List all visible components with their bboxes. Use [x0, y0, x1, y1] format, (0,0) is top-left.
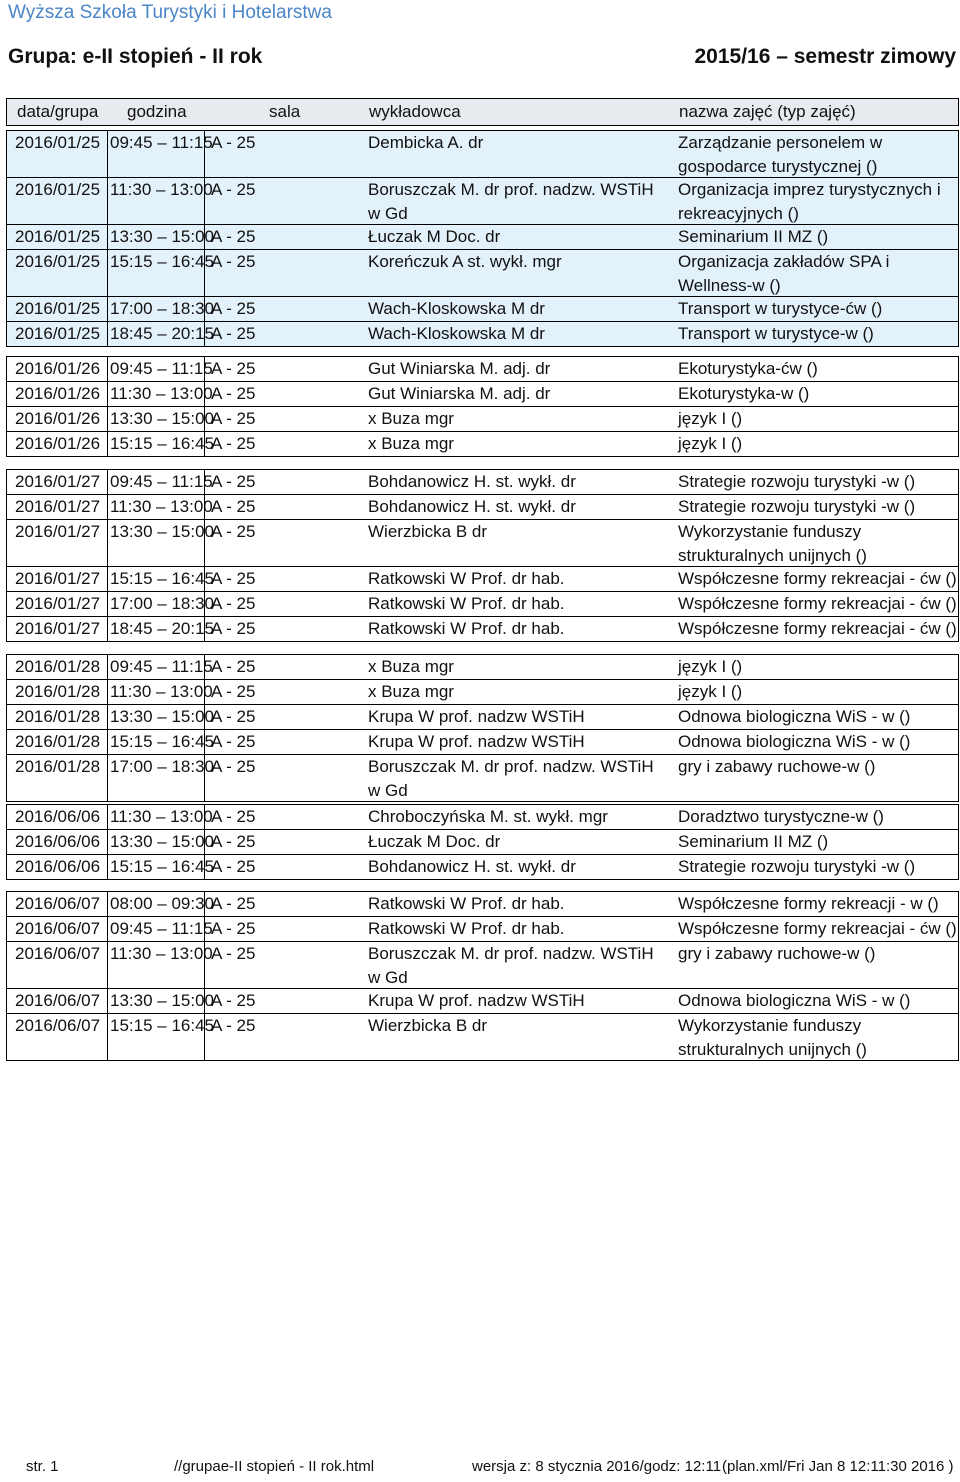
cell-room: A - 25: [204, 520, 255, 566]
cell-time: 15:15 – 16:45: [107, 1014, 214, 1060]
table-row: [7, 617, 958, 641]
cell-time: 11:30 – 13:00: [107, 942, 213, 988]
cell-date: 2016/01/27: [15, 497, 101, 516]
cell-date: 2016/01/25: [15, 252, 101, 271]
cell-teacher: Koreńczuk A st. wykł. mgr: [368, 252, 562, 271]
cell-room: A - 25: [204, 178, 255, 224]
cell-time: 18:45 – 20:15: [107, 617, 214, 641]
cell-subject: Strategie rozwoju turystyki -w (): [678, 857, 916, 876]
cell-date: 2016/06/06: [15, 807, 101, 826]
semester-label: 2015/16 – semestr zimowy: [694, 45, 956, 68]
group-heading: Grupa: e-II stopień - II rok: [8, 45, 263, 68]
table-row: [7, 131, 958, 178]
cell-date: 2016/06/07: [15, 919, 101, 938]
day-group: [6, 654, 959, 802]
day-group: [6, 804, 959, 880]
cell-teacher: Gut Winiarska M. adj. dr: [368, 359, 551, 378]
day-group: [6, 356, 959, 457]
cell-date: 2016/06/07: [15, 991, 101, 1010]
footer-version: wersja z: 8 stycznia 2016/godz: 12:11: [472, 1458, 722, 1475]
cell-room: A - 25: [204, 382, 255, 406]
table-row: [7, 357, 958, 382]
cell-teacher: Wach-Kloskowska M dr: [368, 324, 545, 343]
cell-subject: Współczesne formy rekreacji - w (): [678, 894, 939, 913]
cell-teacher: Boruszczak M. dr prof. nadzw. WSTiH w Gd: [368, 944, 654, 987]
cell-teacher: Chroboczyńska M. st. wykł. mgr: [368, 807, 608, 826]
cell-teacher: x Buza mgr: [368, 434, 454, 453]
cell-date: 2016/01/27: [15, 619, 101, 638]
cell-date: 2016/01/28: [15, 682, 101, 701]
table-row: [7, 989, 958, 1014]
cell-time: 09:45 – 11:15: [107, 131, 213, 177]
cell-teacher: Boruszczak M. dr prof. nadzw. WSTiH w Gd: [368, 757, 654, 800]
table-row: [7, 250, 958, 297]
cell-time: 11:30 – 13:00: [107, 382, 213, 406]
cell-time: 17:00 – 18:30: [107, 592, 214, 616]
column-date: data/grupa: [17, 102, 99, 121]
cell-room: A - 25: [204, 131, 255, 177]
cell-time: 18:45 – 20:15: [107, 322, 214, 346]
cell-date: 2016/01/28: [15, 757, 101, 776]
cell-time: 11:30 – 13:00: [107, 178, 213, 224]
cell-teacher: Łuczak M Doc. dr: [368, 832, 501, 851]
cell-date: 2016/01/26: [15, 409, 101, 428]
cell-teacher: Bohdanowicz H. st. wykł. dr: [368, 497, 576, 516]
cell-room: A - 25: [204, 730, 255, 754]
column-time: godzina: [127, 102, 187, 121]
cell-date: 2016/06/07: [15, 944, 101, 963]
cell-teacher: x Buza mgr: [368, 657, 454, 676]
cell-teacher: Gut Winiarska M. adj. dr: [368, 384, 551, 403]
cell-subject: Ekoturystyka-w (): [678, 384, 810, 403]
cell-room: A - 25: [204, 755, 255, 801]
cell-room: A - 25: [204, 705, 255, 729]
cell-teacher: Ratkowski W Prof. dr hab.: [368, 919, 565, 938]
cell-time: 15:15 – 16:45: [107, 432, 214, 456]
cell-room: A - 25: [204, 680, 255, 704]
cell-subject: język I (): [678, 434, 743, 453]
table-row: [7, 567, 958, 592]
cell-time: 13:30 – 15:00: [107, 520, 214, 566]
cell-time: 17:00 – 18:30: [107, 755, 214, 801]
cell-date: 2016/01/28: [15, 707, 101, 726]
cell-teacher: Wierzbicka B dr: [368, 1016, 488, 1035]
table-row: [7, 382, 958, 407]
cell-date: 2016/01/26: [15, 359, 101, 378]
cell-time: 09:45 – 11:15: [107, 357, 213, 381]
cell-room: A - 25: [204, 989, 255, 1013]
cell-time: 11:30 – 13:00: [107, 680, 213, 704]
table-row: [7, 942, 958, 989]
footer-source: (plan.xml/Fri Jan 8 12:11:30 2016 ): [722, 1458, 954, 1475]
table-row: [7, 855, 958, 879]
cell-subject: język I (): [678, 409, 743, 428]
cell-subject: Strategie rozwoju turystyki -w (): [678, 472, 916, 491]
table-row: [7, 322, 958, 346]
cell-date: 2016/01/25: [15, 324, 101, 343]
cell-time: 17:00 – 18:30: [107, 297, 214, 321]
cell-room: A - 25: [204, 567, 255, 591]
column-teacher: wykładowca: [369, 102, 461, 121]
cell-subject: gry i zabawy ruchowe-w (): [678, 757, 876, 776]
cell-subject: Współczesne formy rekreacjai - ćw (): [678, 569, 957, 588]
cell-subject: Doradztwo turystyczne-w (): [678, 807, 884, 826]
cell-time: 15:15 – 16:45: [107, 730, 214, 754]
table-row: [7, 830, 958, 855]
cell-teacher: Bohdanowicz H. st. wykł. dr: [368, 472, 576, 491]
day-group: [6, 469, 959, 642]
cell-teacher: Łuczak M Doc. dr: [368, 227, 501, 246]
cell-subject: Współczesne formy rekreacjai - ćw (): [678, 594, 957, 613]
cell-room: A - 25: [204, 805, 255, 829]
cell-teacher: x Buza mgr: [368, 409, 454, 428]
cell-subject: Współczesne formy rekreacjai - ćw (): [678, 919, 957, 938]
cell-room: A - 25: [204, 917, 255, 941]
cell-subject: Odnowa biologiczna WiS - w (): [678, 991, 911, 1010]
cell-date: 2016/01/27: [15, 594, 101, 613]
cell-teacher: Ratkowski W Prof. dr hab.: [368, 894, 565, 913]
cell-teacher: Ratkowski W Prof. dr hab.: [368, 619, 565, 638]
table-row: [7, 680, 958, 705]
cell-date: 2016/01/28: [15, 657, 101, 676]
cell-time: 09:45 – 11:15: [107, 917, 213, 941]
table-row: [7, 705, 958, 730]
cell-date: 2016/01/25: [15, 299, 101, 318]
cell-time: 13:30 – 15:00: [107, 989, 214, 1013]
cell-room: A - 25: [204, 855, 255, 879]
cell-room: A - 25: [204, 250, 255, 296]
table-row: [7, 495, 958, 520]
table-row: [7, 297, 958, 322]
table-row: [7, 892, 958, 917]
cell-subject: Strategie rozwoju turystyki -w (): [678, 497, 916, 516]
cell-time: 13:30 – 15:00: [107, 830, 214, 854]
cell-room: A - 25: [204, 407, 255, 431]
cell-date: 2016/01/26: [15, 434, 101, 453]
cell-teacher: Ratkowski W Prof. dr hab.: [368, 569, 565, 588]
footer-path: //grupae-II stopień - II rok.html: [174, 1458, 375, 1475]
cell-time: 11:30 – 13:00: [107, 495, 213, 519]
cell-room: A - 25: [204, 225, 255, 249]
cell-time: 13:30 – 15:00: [107, 225, 214, 249]
cell-subject: Zarządzanie personelem w gospodarce turystycznej (): [678, 133, 883, 176]
cell-date: 2016/01/27: [15, 472, 101, 491]
cell-date: 2016/06/07: [15, 894, 101, 913]
cell-teacher: Wierzbicka B dr: [368, 522, 488, 541]
cell-teacher: Dembicka A. dr: [368, 133, 484, 152]
cell-room: A - 25: [204, 495, 255, 519]
column-subject: nazwa zajęć (typ zajęć): [679, 102, 856, 121]
cell-subject: gry i zabawy ruchowe-w (): [678, 944, 876, 963]
cell-teacher: Ratkowski W Prof. dr hab.: [368, 594, 565, 613]
table-row: [7, 432, 958, 456]
table-row: [7, 1014, 958, 1060]
cell-subject: Odnowa biologiczna WiS - w (): [678, 732, 911, 751]
cell-teacher: x Buza mgr: [368, 682, 454, 701]
cell-subject: Seminarium II MZ (): [678, 227, 829, 246]
cell-teacher: Bohdanowicz H. st. wykł. dr: [368, 857, 576, 876]
cell-subject: Seminarium II MZ (): [678, 832, 829, 851]
cell-date: 2016/01/25: [15, 180, 101, 199]
cell-date: 2016/01/28: [15, 732, 101, 751]
footer-page: str. 1: [26, 1458, 59, 1475]
cell-time: 15:15 – 16:45: [107, 855, 214, 879]
column-room: sala: [269, 102, 301, 121]
cell-time: 11:30 – 13:00: [107, 805, 213, 829]
cell-subject: Transport w turystyce-w (): [678, 324, 874, 343]
cell-date: 2016/01/25: [15, 227, 101, 246]
cell-room: A - 25: [204, 655, 255, 679]
cell-subject: Transport w turystyce-ćw (): [678, 299, 883, 318]
cell-subject: Ekoturystyka-ćw (): [678, 359, 818, 378]
cell-subject: Wykorzystanie funduszy strukturalnych unijnych (): [678, 1016, 867, 1059]
cell-subject: Organizacja zakładów SPA i Wellness-w (): [678, 252, 890, 295]
table-row: [7, 225, 958, 250]
cell-room: A - 25: [204, 617, 255, 641]
table-row: [7, 178, 958, 225]
cell-time: 09:45 – 11:15: [107, 470, 213, 494]
cell-date: 2016/06/06: [15, 857, 101, 876]
cell-room: A - 25: [204, 432, 255, 456]
table-row: [7, 592, 958, 617]
column-header: [6, 98, 959, 126]
cell-teacher: Krupa W prof. nadzw WSTiH: [368, 732, 585, 751]
cell-room: A - 25: [204, 1014, 255, 1060]
school-name: Wyższa Szkoła Turystyki i Hotelarstwa: [8, 2, 332, 23]
day-group: [6, 130, 959, 347]
cell-subject: Wykorzystanie funduszy strukturalnych unijnych (): [678, 522, 867, 565]
day-group: [6, 891, 959, 1061]
cell-date: 2016/06/07: [15, 1016, 101, 1035]
cell-room: A - 25: [204, 830, 255, 854]
cell-date: 2016/01/26: [15, 384, 101, 403]
cell-date: 2016/01/25: [15, 133, 101, 152]
cell-teacher: Krupa W prof. nadzw WSTiH: [368, 991, 585, 1010]
table-row: [7, 655, 958, 680]
table-row: [7, 917, 958, 942]
cell-room: A - 25: [204, 592, 255, 616]
cell-room: A - 25: [204, 357, 255, 381]
cell-room: A - 25: [204, 297, 255, 321]
cell-subject: Odnowa biologiczna WiS - w (): [678, 707, 911, 726]
cell-time: 13:30 – 15:00: [107, 407, 214, 431]
cell-subject: Współczesne formy rekreacjai - ćw (): [678, 619, 957, 638]
table-row: [7, 407, 958, 432]
cell-teacher: Boruszczak M. dr prof. nadzw. WSTiH w Gd: [368, 180, 654, 223]
cell-teacher: Wach-Kloskowska M dr: [368, 299, 545, 318]
cell-room: A - 25: [204, 892, 255, 916]
cell-subject: Organizacja imprez turystycznych i rekreacyjnych (): [678, 180, 941, 223]
cell-time: 09:45 – 11:15: [107, 655, 213, 679]
cell-time: 15:15 – 16:45: [107, 250, 214, 296]
cell-date: 2016/01/27: [15, 522, 101, 541]
table-row: [7, 805, 958, 830]
cell-room: A - 25: [204, 470, 255, 494]
cell-time: 08:00 – 09:30: [107, 892, 214, 916]
cell-room: A - 25: [204, 322, 255, 346]
cell-room: A - 25: [204, 942, 255, 988]
cell-time: 15:15 – 16:45: [107, 567, 214, 591]
page-footer: [0, 1456, 960, 1482]
cell-subject: język I (): [678, 657, 743, 676]
cell-date: 2016/06/06: [15, 832, 101, 851]
table-row: [7, 755, 958, 801]
cell-subject: język I (): [678, 682, 743, 701]
table-row: [7, 470, 958, 495]
cell-time: 13:30 – 15:00: [107, 705, 214, 729]
cell-date: 2016/01/27: [15, 569, 101, 588]
cell-teacher: Krupa W prof. nadzw WSTiH: [368, 707, 585, 726]
table-row: [7, 520, 958, 567]
table-row: [7, 730, 958, 755]
